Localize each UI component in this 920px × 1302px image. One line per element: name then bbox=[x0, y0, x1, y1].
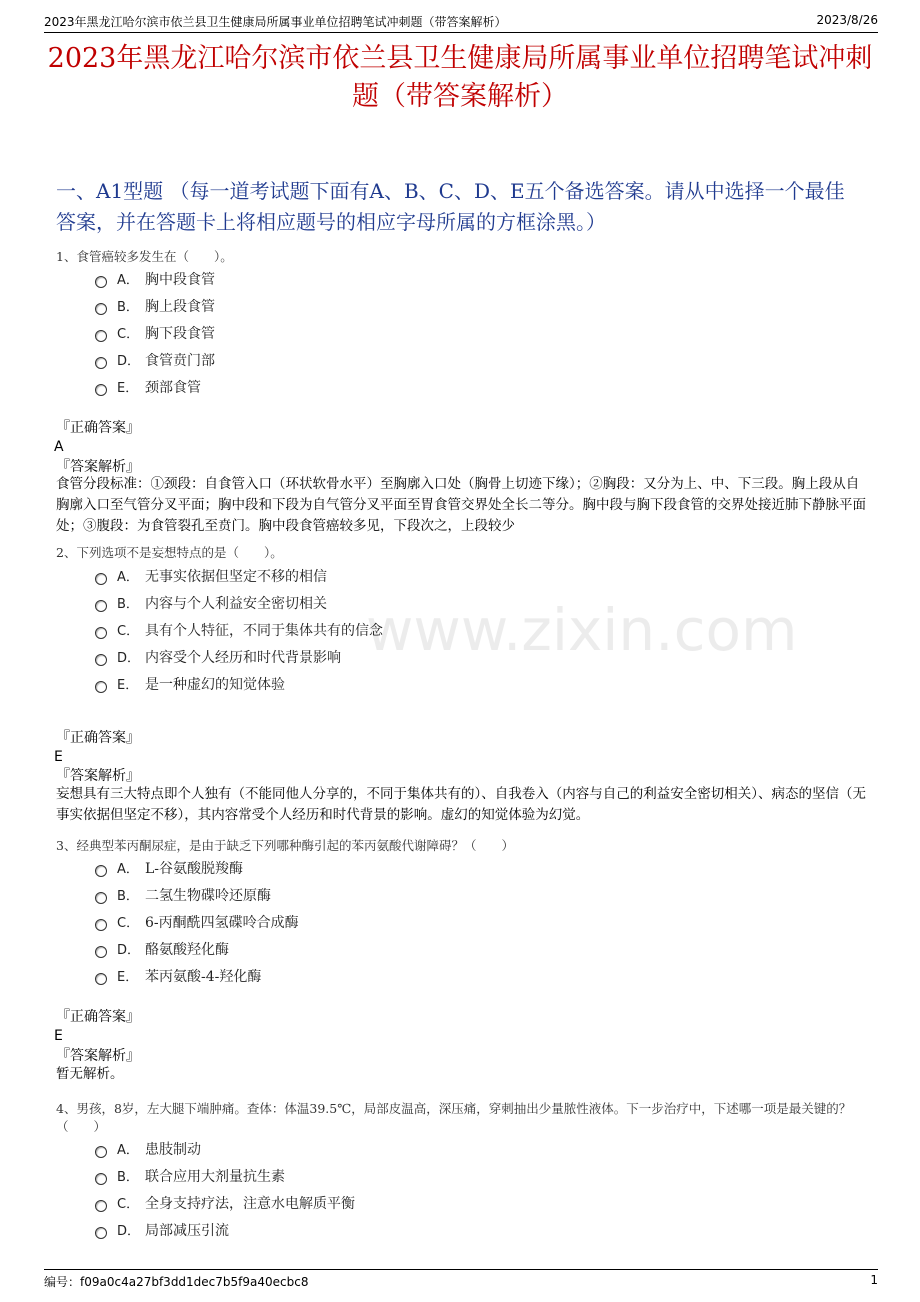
option-b[interactable]: B． 内容与个人利益安全密切相关 bbox=[95, 589, 383, 616]
option-e[interactable]: E． 颈部食管 bbox=[95, 373, 215, 400]
radio-icon[interactable] bbox=[95, 330, 107, 342]
page-footer bbox=[44, 1269, 878, 1292]
question-1-text: 1、食管癌较多发生在（ ）。 bbox=[56, 249, 233, 264]
correct-answer: E bbox=[54, 1028, 63, 1044]
radio-icon[interactable] bbox=[95, 303, 107, 315]
question-4-text: 4、男孩，8岁，左大腿下端肿痛。查体：体温39.5℃，局部皮温高，深压痛，穿刺抽出少量脓性液体。下一步治疗中，下述哪一项是最关键的？（ ） bbox=[56, 1101, 852, 1134]
option-b[interactable]: B． 联合应用大剂量抗生素 bbox=[95, 1162, 355, 1189]
correct-answer: E bbox=[54, 749, 63, 765]
radio-icon[interactable] bbox=[95, 1146, 107, 1158]
page-header bbox=[44, 10, 878, 33]
analysis-text: 妄想具有三大特点即个人独有（不能同他人分享的，不同于集体共有的）、自我卷入（内容与自己的利益安全密切相关）、病态的坚信（无事实依据但坚定不移），其内容常受个人经历和时代背景的影响。虚幻的知觉体验为幻觉。 bbox=[56, 786, 866, 823]
answer-heading: 『正确答案』 bbox=[56, 1009, 140, 1025]
radio-icon[interactable] bbox=[95, 892, 107, 904]
radio-icon[interactable] bbox=[95, 919, 107, 931]
page-number: 1 bbox=[870, 1273, 878, 1287]
option-c[interactable]: C． 胸下段食管 bbox=[95, 319, 215, 346]
radio-icon[interactable] bbox=[95, 1173, 107, 1185]
option-d[interactable]: D． 内容受个人经历和时代背景影响 bbox=[95, 643, 383, 670]
radio-icon[interactable] bbox=[95, 681, 107, 693]
radio-icon[interactable] bbox=[95, 573, 107, 585]
option-e[interactable]: E． 是一种虚幻的知觉体验 bbox=[95, 670, 383, 697]
radio-icon[interactable] bbox=[95, 1227, 107, 1239]
question-2-text: 2、下列选项不是妄想特点的是（ ）。 bbox=[56, 545, 283, 560]
question-2-options bbox=[95, 562, 383, 697]
radio-icon[interactable] bbox=[95, 654, 107, 666]
option-a[interactable]: A． L-谷氨酸脱羧酶 bbox=[95, 854, 299, 881]
radio-icon[interactable] bbox=[95, 973, 107, 985]
watermark: www.zixin.com bbox=[366, 596, 798, 664]
option-c[interactable]: C． 具有个人特征，不同于集体共有的信念 bbox=[95, 616, 383, 643]
question-1-options bbox=[95, 265, 215, 400]
analysis-heading: 『答案解析』 bbox=[56, 768, 140, 784]
question-4-options bbox=[95, 1135, 355, 1243]
correct-answer: A bbox=[54, 439, 64, 455]
option-e[interactable]: E． 苯丙氨酸-4-羟化酶 bbox=[95, 962, 299, 989]
option-b[interactable]: B． 二氢生物碟呤还原酶 bbox=[95, 881, 299, 908]
option-a[interactable]: A． 无事实依据但坚定不移的相信 bbox=[95, 562, 383, 589]
radio-icon[interactable] bbox=[95, 384, 107, 396]
question-3-options bbox=[95, 854, 299, 989]
question-3-text: 3、经典型苯丙酮尿症，是由于缺乏下列哪种酶引起的苯丙氨酸代谢障碍？（ ） bbox=[56, 838, 514, 853]
analysis-heading: 『答案解析』 bbox=[56, 1048, 140, 1064]
document-title: 2023年黑龙江哈尔滨市依兰县卫生健康局所属事业单位招聘笔试冲刺题（带答案解析） bbox=[47, 43, 873, 112]
radio-icon[interactable] bbox=[95, 276, 107, 288]
option-a[interactable]: A． 胸中段食管 bbox=[95, 265, 215, 292]
radio-icon[interactable] bbox=[95, 600, 107, 612]
option-d[interactable]: D． 酪氨酸羟化酶 bbox=[95, 935, 299, 962]
section-heading: 一、A1型题 （每一道考试题下面有A、B、C、D、E五个备选答案。请从中选择一个最佳答案，并在答题卡上将相应题号的相应字母所属的方框涂黑。） bbox=[56, 179, 845, 234]
option-d[interactable]: D． 局部减压引流 bbox=[95, 1216, 355, 1243]
option-d[interactable]: D． 食管贲门部 bbox=[95, 346, 215, 373]
option-b[interactable]: B． 胸上段食管 bbox=[95, 292, 215, 319]
header-date: 2023/8/26 bbox=[816, 13, 878, 27]
radio-icon[interactable] bbox=[95, 627, 107, 639]
analysis-text: 食管分段标准：①颈段：自食管入口（环状软骨水平）至胸廓入口处（胸骨上切迹下缘）；②胸段：又分为上、中、下三段。胸上段从自胸廓入口至气管分叉平面；胸中段和下段为自气管分叉平面至胃食管交界处全长二等分。胸中段与胸下段食管的交界处接近肺下静脉平面处；③腹段：为食管裂孔至贲门。胸中段食管癌较多见，下段次之，上段较少 bbox=[56, 476, 866, 534]
option-a[interactable]: A． 患肢制动 bbox=[95, 1135, 355, 1162]
option-c[interactable]: C． 6-丙酮酰四氢碟呤合成酶 bbox=[95, 908, 299, 935]
radio-icon[interactable] bbox=[95, 946, 107, 958]
radio-icon[interactable] bbox=[95, 357, 107, 369]
option-c[interactable]: C． 全身支持疗法，注意水电解质平衡 bbox=[95, 1189, 355, 1216]
radio-icon[interactable] bbox=[95, 1200, 107, 1212]
answer-heading: 『正确答案』 bbox=[56, 420, 140, 436]
analysis-heading: 『答案解析』 bbox=[56, 459, 140, 475]
answer-heading: 『正确答案』 bbox=[56, 730, 140, 746]
document-id: 编号：f09a0c4a27bf3dd1dec7b5f9a40ecbc8 bbox=[44, 1275, 309, 1289]
header-title: 2023年黑龙江哈尔滨市依兰县卫生健康局所属事业单位招聘笔试冲刺题（带答案解析） bbox=[44, 15, 507, 29]
radio-icon[interactable] bbox=[95, 865, 107, 877]
analysis-text: 暂无解析。 bbox=[56, 1066, 124, 1082]
